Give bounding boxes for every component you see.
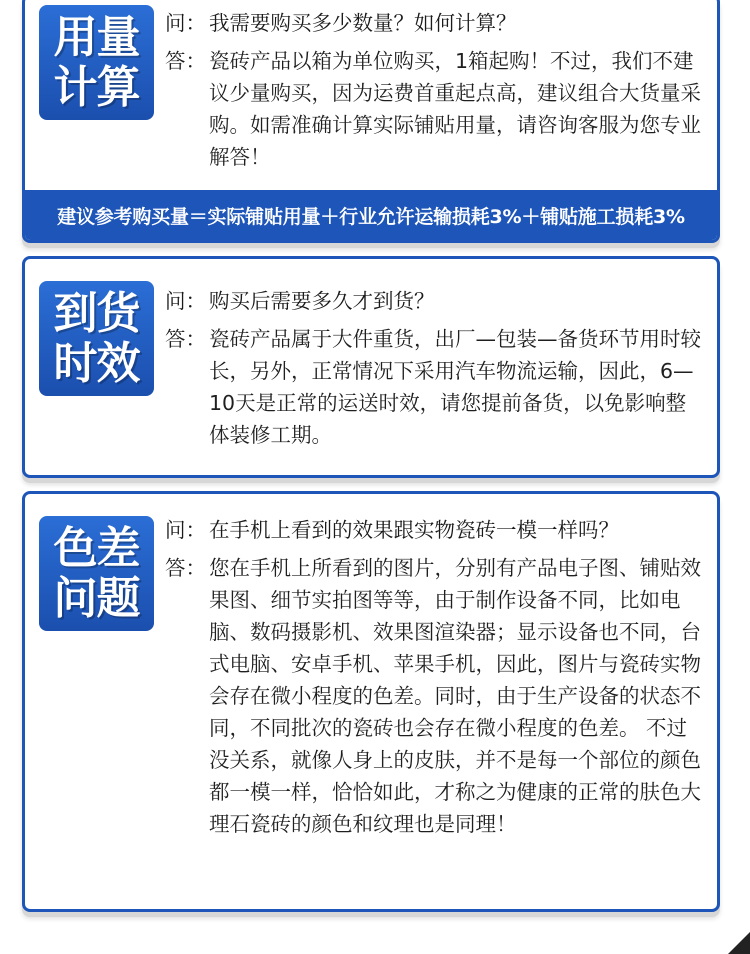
question-label: 问： bbox=[165, 518, 206, 542]
purchase-formula-banner: 建议参考购买量＝实际铺贴用量＋行业允许运输损耗3%＋铺贴施工损耗3% bbox=[25, 190, 717, 240]
question-label: 问： bbox=[165, 11, 206, 35]
badge-line-1: 用量 bbox=[53, 11, 140, 63]
answer-row bbox=[165, 323, 703, 451]
question-row bbox=[165, 7, 703, 39]
question-text: 购买后需要多久才到货？ bbox=[209, 289, 435, 313]
qa-block bbox=[165, 285, 703, 451]
badge-line-1: 到货 bbox=[53, 287, 140, 339]
answer-text: 瓷砖产品以箱为单位购买，1箱起购！不过，我们不建议少量购买，因为运费首重起点高，建议组合大货量采购。如需准确计算实际铺贴用量，请咨询客服为您专业解答！ bbox=[209, 49, 701, 169]
answer-row bbox=[165, 45, 703, 173]
color-difference-card bbox=[22, 491, 720, 912]
usage-calculation-badge bbox=[39, 5, 154, 120]
question-text: 我需要购买多少数量？如何计算？ bbox=[209, 11, 517, 35]
color-difference-badge bbox=[39, 516, 154, 631]
qa-block bbox=[165, 514, 703, 840]
badge-line-2: 计算 bbox=[53, 61, 140, 113]
question-row bbox=[165, 285, 703, 317]
usage-calculation-card bbox=[22, 0, 720, 243]
answer-label: 答： bbox=[165, 49, 206, 73]
badge-line-1: 色差 bbox=[53, 522, 140, 574]
question-row bbox=[165, 514, 703, 546]
delivery-time-badge bbox=[39, 281, 154, 396]
qa-block bbox=[165, 7, 703, 173]
answer-label: 答： bbox=[165, 556, 206, 580]
answer-label: 答： bbox=[165, 327, 206, 351]
answer-row bbox=[165, 552, 703, 840]
question-text: 在手机上看到的效果跟实物瓷砖一模一样吗？ bbox=[209, 518, 619, 542]
question-label: 问： bbox=[165, 289, 206, 313]
corner-decoration bbox=[728, 932, 750, 954]
badge-line-2: 问题 bbox=[53, 572, 140, 624]
answer-text: 您在手机上所看到的图片，分别有产品电子图、铺贴效果图、细节实拍图等等，由于制作设备不同，比如电脑、数码摄影机、效果图渲染器；显示设备也不同，台式电脑、安卓手机、苹果手机，因此，图片与瓷砖实物会存在微小程度的色差。同时，由于生产设备的状态不同，不同批次的瓷砖也会存在微小程度的色差。 不过没关系，就像人身上的皮肤，并不是每一个部位的颜色都一模一样，恰恰如此，才称之为健康的正常的肤色大理石瓷砖的颜色和纹理也是同理！ bbox=[209, 556, 701, 836]
badge-line-2: 时效 bbox=[53, 337, 140, 389]
answer-text: 瓷砖产品属于大件重货，出厂—包装—备货环节用时较长，另外，正常情况下采用汽车物流运输，因此，6—10天是正常的运送时效，请您提前备货，以免影响整体装修工期。 bbox=[209, 327, 701, 447]
delivery-time-card bbox=[22, 256, 720, 478]
